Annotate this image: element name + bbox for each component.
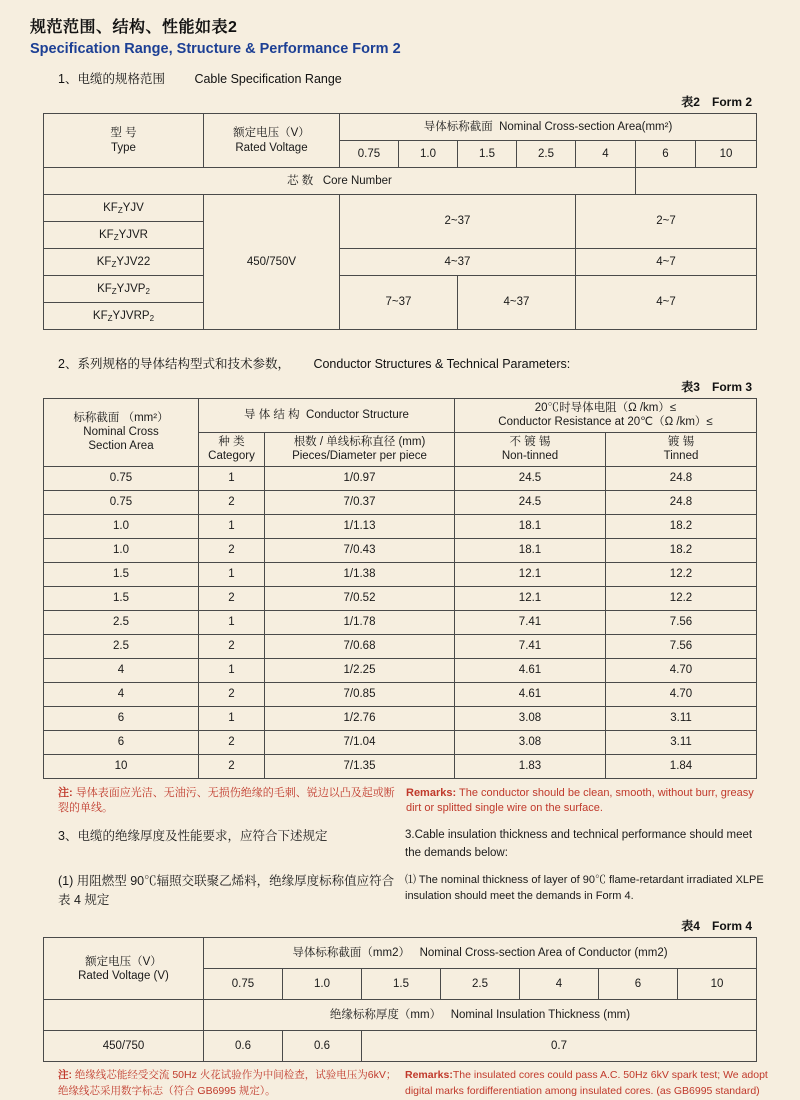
cell-size-6: 10 <box>677 969 756 1000</box>
cell-nontinned: 7.41 <box>455 610 606 634</box>
cell-type-5: $KF_ZYJVRP_2$ <box>43 303 203 330</box>
cell-area: 2.5 <box>44 610 199 634</box>
footnote-label-cn: 注: <box>58 1069 72 1082</box>
cell-type-2: $KF_ZYJVR$ <box>43 222 203 249</box>
form3-label-cn: 表3 <box>681 380 700 394</box>
section3-item1-cn: (1) 用阻燃型 90℃辐照交联聚乙烯料，绝缘厚度标称值应符合表 4 规定 <box>58 873 395 907</box>
cell-size-5: 6 <box>598 969 677 1000</box>
table-row <box>43 114 756 141</box>
note-text-cn: 导体表面应光洁、无油污、无损伤绝缘的毛刺、锐边以凸及起或断裂的单线。 <box>58 786 395 815</box>
cell-tinned-header: 镀 锡 Tinned <box>606 432 757 466</box>
cell-category: 1 <box>199 706 265 730</box>
section3-heading-cn: 3、电缆的绝缘厚度及性能要求，应符合下述规定 <box>58 829 328 844</box>
cell-blank <box>43 1000 203 1031</box>
table-row <box>44 658 757 682</box>
cell-nominal-area-header: 标称截面 （mm²） Nominal Cross Section Area <box>44 399 199 467</box>
cell-type-header: 型 号 Type <box>43 114 203 168</box>
table-row <box>44 610 757 634</box>
cell-category: 2 <box>199 586 265 610</box>
section3-heading-en: 3.Cable insulation thickness and technical performance should meet the demands below: <box>405 829 753 859</box>
section2-heading-en: Conductor Structures & Technical Parameters: <box>313 357 571 371</box>
cell-core-header: 芯 数 Core Number <box>43 168 635 195</box>
cell-category: 1 <box>199 610 265 634</box>
cell-type-4: $KF_ZYJVP_2$ <box>43 276 203 303</box>
cell-size-0: 0.75 <box>339 141 398 168</box>
table-row <box>44 730 757 754</box>
form4-label-en: Form 4 <box>711 919 752 934</box>
cell-tinned: 3.11 <box>606 730 757 754</box>
cell-category: 2 <box>199 682 265 706</box>
note-label-cn: 注: <box>58 786 73 799</box>
table-row <box>43 168 756 195</box>
cell-pieces: 1/1.78 <box>265 610 455 634</box>
cell-size-4: 4 <box>575 141 635 168</box>
cell-nontinned: 3.08 <box>455 706 606 730</box>
cell-nontinned: 1.83 <box>455 754 606 778</box>
cell-size-2: 1.5 <box>361 969 440 1000</box>
form2-label <box>30 93 752 110</box>
table-row <box>44 682 757 706</box>
cell-thickness-2: 0.7 <box>361 1031 756 1062</box>
cell-size-4: 4 <box>519 969 598 1000</box>
table-row <box>44 754 757 778</box>
table-row <box>43 249 756 276</box>
table-row <box>43 276 756 303</box>
cell-area: 2.5 <box>44 634 199 658</box>
cell-area-header: 导体标称截面 Nominal Cross-section Area(mm²) <box>339 114 756 141</box>
cell-core-row45-c: 4~7 <box>575 276 756 330</box>
table-row <box>43 938 756 969</box>
cell-tinned: 7.56 <box>606 634 757 658</box>
cell-size-6: 10 <box>695 141 756 168</box>
cell-area: 1.5 <box>44 586 199 610</box>
cell-pieces-header: 根数 / 单线标称直径 (mm) Pieces/Diameter per piece <box>265 432 455 466</box>
cell-structure-header: 导 体 结 构 Conductor Structure <box>199 399 455 433</box>
section3-heading-row <box>30 827 770 862</box>
form4-label-cn: 表4 <box>681 919 700 934</box>
note-text-en: The conductor should be clean, smooth, without burr, greasy dirt or splitted single wire on the surface. <box>406 786 754 815</box>
cell-pieces: 1/2.76 <box>265 706 455 730</box>
cell-thickness-0: 0.6 <box>203 1031 282 1062</box>
table-conductor-structures <box>43 398 757 779</box>
cell-voltage-value: 450/750V <box>203 195 339 330</box>
cell-nontinned: 18.1 <box>455 538 606 562</box>
footnote-text-en: The insulated cores could pass A.C. 50Hz 6kV spark test; We adopt digital marks fordifferentiation among insulated cores. (as GB6995 standard) <box>405 1069 768 1098</box>
cell-core-row45-a: 7~37 <box>339 276 457 330</box>
cell-area: 1.0 <box>44 538 199 562</box>
cell-thickness-header: 绝缘标称厚度（mm） Nominal Insulation Thickness (mm) <box>203 1000 756 1031</box>
table-row <box>44 634 757 658</box>
cell-size-1: 1.0 <box>398 141 457 168</box>
form2-label-cn: 表2 <box>681 95 700 109</box>
table-row <box>44 466 757 490</box>
insulation-footnote-cn <box>30 1068 405 1100</box>
cell-tinned: 24.8 <box>606 490 757 514</box>
cell-size-3: 2.5 <box>516 141 575 168</box>
cell-nontinned: 24.5 <box>455 466 606 490</box>
section1-heading-cn: 1、电缆的规格范围 <box>58 72 165 86</box>
cell-area: 6 <box>44 706 199 730</box>
footnote-text-cn: 绝缘线芯能经受交流 50Hz 火花试验作为中间检查，试验电压为6kV；绝缘线芯采用数字标志（符合 GB6995 规定）。 <box>58 1069 397 1098</box>
cell-nontinned-header: 不 镀 锡 Non-tinned <box>455 432 606 466</box>
cell-pieces: 7/0.68 <box>265 634 455 658</box>
cell-area: 6 <box>44 730 199 754</box>
table-row <box>43 1031 756 1062</box>
cell-tinned: 1.84 <box>606 754 757 778</box>
cell-resistance-header: 20℃时导体电阻（Ω /km）≤ Conductor Resistance at 20℃（Ω /km）≤ <box>455 399 757 433</box>
cell-pieces: 1/1.38 <box>265 562 455 586</box>
section3-item1-row <box>30 872 770 910</box>
cell-core-row3-right: 4~7 <box>575 249 756 276</box>
table-row <box>44 514 757 538</box>
page-title-en: Specification Range, Structure & Performance Form 2 <box>30 41 401 57</box>
cell-pieces: 7/1.04 <box>265 730 455 754</box>
cell-nontinned: 4.61 <box>455 658 606 682</box>
footnote-label-en: Remarks: <box>405 1069 453 1082</box>
table-row <box>44 490 757 514</box>
cell-pieces: 1/1.13 <box>265 514 455 538</box>
table-insulation-thickness <box>43 937 757 1062</box>
cell-area: 10 <box>44 754 199 778</box>
cell-pieces: 7/0.85 <box>265 682 455 706</box>
table-row <box>43 195 756 222</box>
cell-nontinned: 24.5 <box>455 490 606 514</box>
table-row <box>44 538 757 562</box>
cell-tinned: 24.8 <box>606 466 757 490</box>
table-row <box>44 706 757 730</box>
cell-nontinned: 18.1 <box>455 514 606 538</box>
cell-area-header: 导体标称截面（mm2） Nominal Cross-section Area of Conductor (mm2) <box>203 938 756 969</box>
insulation-footnote <box>30 1068 770 1100</box>
cell-category: 2 <box>199 538 265 562</box>
form4-label <box>30 917 752 934</box>
cell-category: 2 <box>199 490 265 514</box>
cell-core-row12-right: 2~7 <box>575 195 756 249</box>
cell-type-1: $KF_ZYJV$ <box>43 195 203 222</box>
cell-nontinned: 3.08 <box>455 730 606 754</box>
conductor-note <box>30 786 770 818</box>
section2-heading <box>30 354 770 372</box>
form3-label-en: Form 3 <box>711 380 752 394</box>
cell-size-2: 1.5 <box>457 141 516 168</box>
cell-pieces: 7/1.35 <box>265 754 455 778</box>
cell-category: 2 <box>199 634 265 658</box>
cell-voltage-header: 额定电压（V） Rated Voltage <box>203 114 339 168</box>
cell-pieces: 1/2.25 <box>265 658 455 682</box>
cell-core-row45-b: 4~37 <box>457 276 575 330</box>
cell-category: 1 <box>199 514 265 538</box>
page-title-cn: 规范范围、结构、性能如表2 <box>30 19 238 36</box>
cell-nontinned: 4.61 <box>455 682 606 706</box>
table-cable-specification-range <box>43 113 757 330</box>
section1-heading-en: Cable Specification Range <box>194 72 342 86</box>
cell-pieces: 1/0.97 <box>265 466 455 490</box>
cell-voltage-value: 450/750 <box>43 1031 203 1062</box>
cell-type-3: $KF_ZYJV22$ <box>43 249 203 276</box>
cell-tinned: 18.2 <box>606 514 757 538</box>
cell-area: 4 <box>44 658 199 682</box>
cell-size-3: 2.5 <box>440 969 519 1000</box>
insulation-footnote-en <box>405 1068 770 1100</box>
cell-size-1: 1.0 <box>282 969 361 1000</box>
table-row <box>43 1000 756 1031</box>
cell-tinned: 18.2 <box>606 538 757 562</box>
cell-pieces: 7/0.52 <box>265 586 455 610</box>
section3-item1-en: ⑴ The nominal thickness of layer of 90℃ flame-retardant irradiated XLPE insulation should meet the demands in Form 4. <box>405 873 764 903</box>
cell-core-row12-left: 2~37 <box>339 195 575 249</box>
form2-label-en: Form 2 <box>711 95 752 109</box>
cell-voltage-header: 额定电压（V） Rated Voltage (V) <box>43 938 203 1000</box>
cell-category: 1 <box>199 658 265 682</box>
note-label-en: Remarks: <box>406 786 457 799</box>
section2-heading-cn: 2、系列规格的导体结构型式和技术参数， <box>58 357 290 371</box>
cell-thickness-1: 0.6 <box>282 1031 361 1062</box>
cell-pieces: 7/0.43 <box>265 538 455 562</box>
cell-nontinned: 12.1 <box>455 586 606 610</box>
cell-core-row3-left: 4~37 <box>339 249 575 276</box>
table-row <box>44 399 757 433</box>
cell-tinned: 4.70 <box>606 658 757 682</box>
cell-area: 0.75 <box>44 490 199 514</box>
cell-pieces: 7/0.37 <box>265 490 455 514</box>
table-row <box>44 586 757 610</box>
cell-area: 4 <box>44 682 199 706</box>
cell-nontinned: 7.41 <box>455 634 606 658</box>
cell-area: 1.5 <box>44 562 199 586</box>
cell-category: 1 <box>199 562 265 586</box>
conductor-note-en <box>400 786 760 818</box>
cell-tinned: 12.2 <box>606 562 757 586</box>
cell-area: 1.0 <box>44 514 199 538</box>
cell-tinned: 4.70 <box>606 682 757 706</box>
cell-area: 0.75 <box>44 466 199 490</box>
table-row <box>44 562 757 586</box>
cell-size-5: 6 <box>635 141 695 168</box>
cell-tinned: 7.56 <box>606 610 757 634</box>
section1-heading <box>30 69 770 87</box>
cell-category: 2 <box>199 754 265 778</box>
cell-tinned: 3.11 <box>606 706 757 730</box>
cell-size-0: 0.75 <box>203 969 282 1000</box>
cell-nontinned: 12.1 <box>455 562 606 586</box>
cell-category-header: 种 类 Category <box>199 432 265 466</box>
cell-category: 1 <box>199 466 265 490</box>
cell-category: 2 <box>199 730 265 754</box>
conductor-note-cn <box>30 786 400 818</box>
form3-label <box>30 378 752 395</box>
cell-tinned: 12.2 <box>606 586 757 610</box>
